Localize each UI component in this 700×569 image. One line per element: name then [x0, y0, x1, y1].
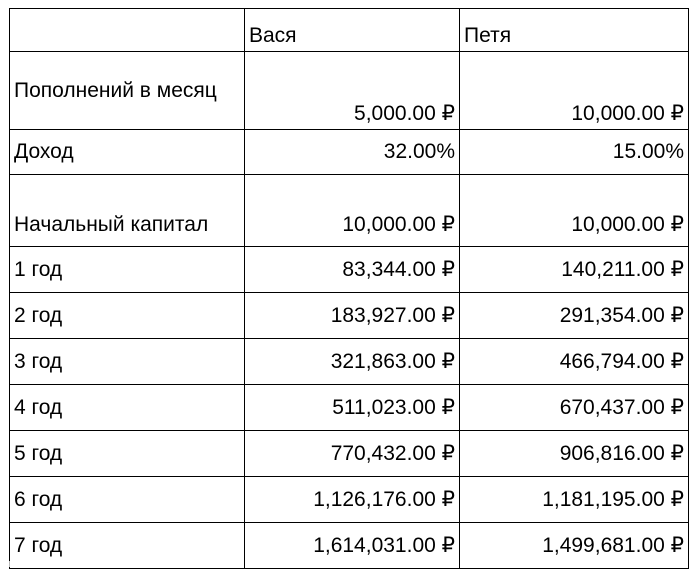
year-petya-cell[interactable]: 291,354.00 ₽ — [460, 293, 689, 339]
year-row — [10, 523, 689, 569]
year-vasya-cell[interactable]: 1,126,176.00 ₽ — [245, 477, 460, 523]
start-capital-row — [10, 175, 689, 247]
income-petya-cell[interactable]: 15.00% — [460, 130, 689, 175]
year-vasya-cell[interactable]: 83,344.00 ₽ — [245, 247, 460, 293]
year-row — [10, 293, 689, 339]
year-vasya-cell[interactable]: 770,432.00 ₽ — [245, 431, 460, 477]
income-row — [10, 130, 689, 175]
deposit-row — [10, 52, 689, 130]
income-vasya-cell[interactable]: 32.00% — [245, 130, 460, 175]
year-petya-cell[interactable]: 670,437.00 ₽ — [460, 385, 689, 431]
year-vasya-cell[interactable]: 1,614,031.00 ₽ — [245, 523, 460, 569]
year-label-cell[interactable]: 7 год — [10, 523, 245, 569]
year-vasya-cell[interactable]: 183,927.00 ₽ — [245, 293, 460, 339]
header-cell-empty[interactable] — [10, 9, 245, 52]
year-vasya-cell[interactable]: 321,863.00 ₽ — [245, 339, 460, 385]
year-row — [10, 477, 689, 523]
year-label-cell[interactable]: 2 год — [10, 293, 245, 339]
savings-table — [9, 8, 689, 569]
year-label-cell[interactable]: 5 год — [10, 431, 245, 477]
start-vasya-cell[interactable]: 10,000.00 ₽ — [245, 175, 460, 247]
scroll-edge-marker — [9, 561, 10, 567]
year-label-cell[interactable]: 1 год — [10, 247, 245, 293]
year-row — [10, 339, 689, 385]
start-label-cell[interactable]: Начальный капитал — [10, 175, 245, 247]
header-cell-petya[interactable]: Петя — [460, 9, 689, 52]
year-petya-cell[interactable]: 1,181,195.00 ₽ — [460, 477, 689, 523]
year-label-cell[interactable]: 6 год — [10, 477, 245, 523]
year-row — [10, 247, 689, 293]
year-petya-cell[interactable]: 906,816.00 ₽ — [460, 431, 689, 477]
deposit-label-cell[interactable]: Пополнений в месяц — [10, 52, 245, 130]
year-row — [10, 431, 689, 477]
year-label-cell[interactable]: 3 год — [10, 339, 245, 385]
header-cell-vasya[interactable]: Вася — [245, 9, 460, 52]
year-row — [10, 385, 689, 431]
year-petya-cell[interactable]: 466,794.00 ₽ — [460, 339, 689, 385]
deposit-petya-cell[interactable]: 10,000.00 ₽ — [460, 52, 689, 130]
year-label-cell[interactable]: 4 год — [10, 385, 245, 431]
income-label-cell[interactable]: Доход — [10, 130, 245, 175]
year-petya-cell[interactable]: 140,211.00 ₽ — [460, 247, 689, 293]
header-row — [10, 9, 689, 52]
start-petya-cell[interactable]: 10,000.00 ₽ — [460, 175, 689, 247]
year-vasya-cell[interactable]: 511,023.00 ₽ — [245, 385, 460, 431]
year-petya-cell[interactable]: 1,499,681.00 ₽ — [460, 523, 689, 569]
deposit-vasya-cell[interactable]: 5,000.00 ₽ — [245, 52, 460, 130]
